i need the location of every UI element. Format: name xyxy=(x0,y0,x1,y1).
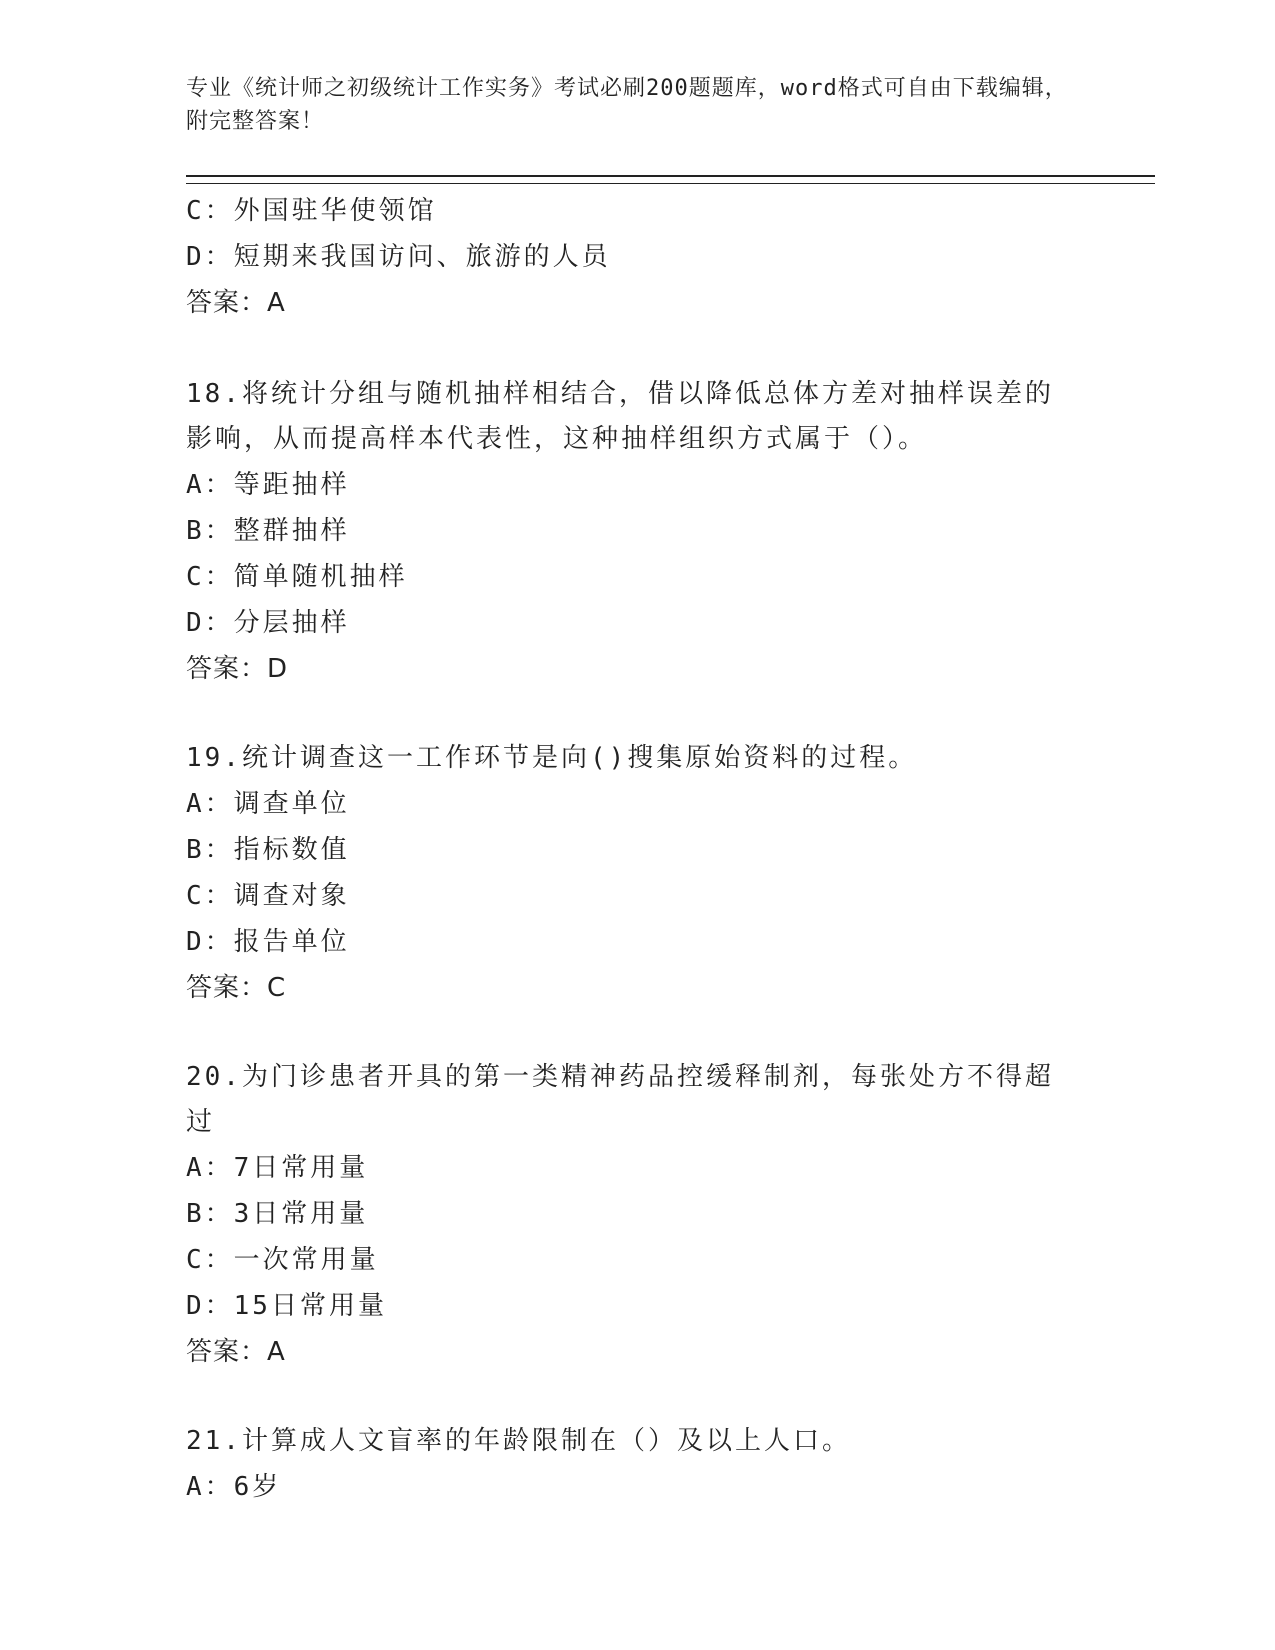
option-d: D：分层抽样 xyxy=(186,608,350,638)
option-d: D：短期来我国访问、旅游的人员 xyxy=(186,242,611,272)
document-header: 专业《统计师之初级统计工作实务》考试必刷200题题库，word格式可自由下载编辑，附完整答案！ xyxy=(186,76,1068,134)
option-a: A：调查单位 xyxy=(186,789,350,819)
question-list xyxy=(186,188,1086,1510)
answer-line: 答案：A xyxy=(186,288,286,318)
option-a: A：等距抽样 xyxy=(186,470,350,500)
option-d: D：报告单位 xyxy=(186,927,350,957)
question-stem: 20.为门诊患者开具的第一类精神药品控缓释制剂，每张处方不得超过 xyxy=(186,1062,1054,1137)
option-b: B：3日常用量 xyxy=(186,1199,369,1229)
answer-line: 答案：D xyxy=(186,654,289,684)
option-c: C：一次常用量 xyxy=(186,1245,379,1275)
header-divider xyxy=(186,175,1155,184)
option-b: B：指标数值 xyxy=(186,835,350,865)
continued-question xyxy=(186,188,1086,326)
option-c: C：外国驻华使领馆 xyxy=(186,196,437,226)
question-stem: 21.计算成人文盲率的年龄限制在（）及以上人口。 xyxy=(186,1426,851,1456)
option-d: D：15日常用量 xyxy=(186,1291,387,1321)
question-stem: 19.统计调查这一工作环节是向()搜集原始资料的过程。 xyxy=(186,743,918,773)
question-20 xyxy=(186,1055,1086,1375)
question-21 xyxy=(186,1419,1086,1510)
option-a: A：7日常用量 xyxy=(186,1153,369,1183)
option-a: A：6岁 xyxy=(186,1472,282,1502)
option-c: C：调查对象 xyxy=(186,881,350,911)
question-stem: 18.将统计分组与随机抽样相结合，借以降低总体方差对抽样误差的影响，从而提高样本代表性，这种抽样组织方式属于（）。 xyxy=(186,379,1054,454)
answer-line: 答案：C xyxy=(186,973,287,1003)
question-18 xyxy=(186,372,1086,692)
option-b: B：整群抽样 xyxy=(186,516,350,546)
question-19 xyxy=(186,736,1086,1011)
answer-line: 答案：A xyxy=(186,1337,286,1367)
option-c: C：简单随机抽样 xyxy=(186,562,408,592)
